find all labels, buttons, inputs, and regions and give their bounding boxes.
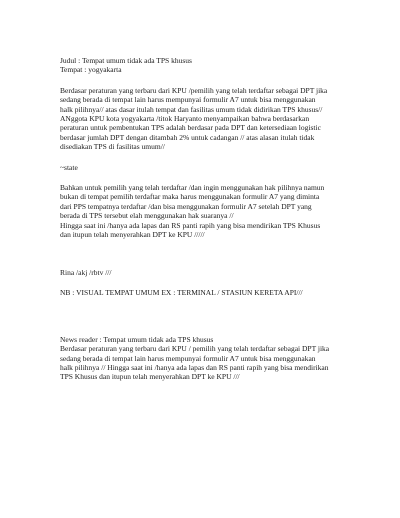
spacer — [60, 277, 350, 288]
spacer — [60, 152, 350, 163]
spacer — [60, 325, 350, 334]
spacer — [60, 240, 350, 268]
paragraph-line: dari PPS tempatnya terdaftar /dan bisa menggunakan formulir A7 setelah DPT yang — [60, 201, 312, 211]
credits-line: Rina /akj /rbtv /// — [60, 267, 112, 277]
nb-line: NB : VISUAL TEMPAT UMUM EX : TERMINAL / STASIUN KERETA API/// — [60, 287, 303, 297]
paragraph-1 — [60, 86, 350, 152]
paragraph-line: halk pilihnya// atas dasar itulah tempat dan fasilitas umum tidak didirikan TPS khusus// — [60, 104, 323, 114]
title-line: Judul : Tempat umum tidak ada TPS khusus — [60, 56, 192, 65]
news-reader-title: News reader : Tempat umum tidak ada TPS khusus — [60, 334, 214, 344]
paragraph-2 — [60, 183, 350, 239]
paragraph-line: TPS Khusus dan itupun telah menyerahkan DPT ke KPU /// — [60, 372, 240, 382]
paragraph-line: berada di TPS tersebut elah menggunakan hak suaranya // — [60, 211, 234, 221]
document-body — [60, 56, 350, 382]
paragraph-line: ANggota KPU kota yogyakarta /titok Haryanto menyampaikan bahwa berdasarkan — [60, 114, 310, 124]
paragraph-line: sedang berada di tempat lain harus mempunyai formulir A7 untuk bisa menggunakan — [60, 95, 316, 105]
paragraph-line: peraturan untuk pembentukan TPS adalah berdasar pada DPT dan ketersediaan logistic — [60, 123, 321, 133]
paragraph-line: bukan di tempat pemilih terdaftar maka harus menggunakan formulir A7 yang diminta — [60, 192, 320, 202]
spacer — [60, 172, 350, 183]
news-reader-paragraph — [60, 344, 350, 382]
paragraph-line: Bahkan untuk pemilih yang telah terdaftar /dan ingin menggunakan hak pilihnya namun — [60, 183, 325, 193]
paragraph-line: dan itupun telah menyerahkan DPT ke KPU ///// — [60, 230, 205, 240]
location-line: Tempat : yogyakarta — [60, 65, 122, 75]
paragraph-line: Berdasar peraturan yang terbaru dari KPU / pemilih yang telah terdaftar sebagai DPT jika — [60, 344, 330, 354]
paragraph-line: Berdasar peraturan yang terbaru dari KPU /pemilih yang telah terdaftar sebagai DPT jika — [60, 85, 328, 95]
paragraph-line: disediakan TPS di fasilitas umum// — [60, 142, 165, 152]
paragraph-line: berdasar jumlah DPT dengan ditambah 2% untuk cadangan // atas alasan itulah tidak — [60, 132, 315, 142]
paragraph-line: halk pilihnya // Hingga saat ini /hanya ada lapas dan RS panti rapih yang bisa mendirikan — [60, 362, 329, 372]
spacer — [60, 297, 350, 325]
paragraph-line: Hingga saat ini /hanya ada lapas dan RS panti rapih yang bisa mendirikan TPS Khusus — [60, 220, 321, 230]
state-marker: ~state — [60, 162, 78, 172]
spacer — [60, 75, 350, 86]
paragraph-line: sedang berada di tempat lain harus mempunyai formulir A7 untuk bisa menggunakan — [60, 353, 316, 363]
